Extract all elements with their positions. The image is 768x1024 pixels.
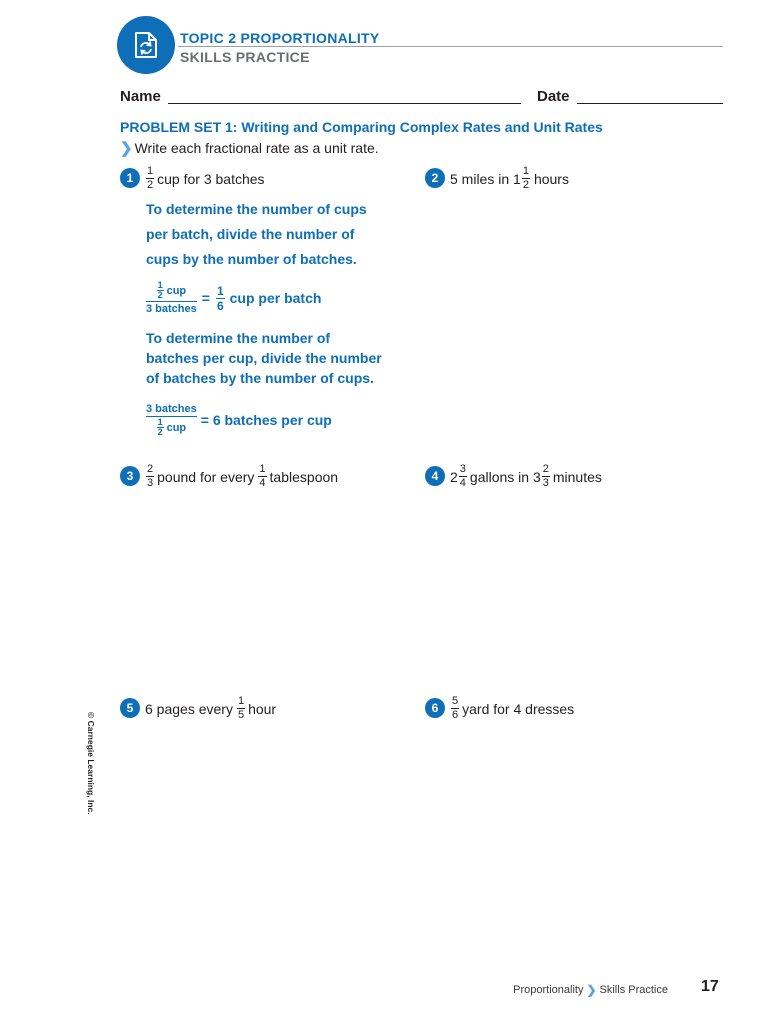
problem-number-badge: 4 — [425, 466, 445, 486]
chevron-right-icon: ❯ — [586, 983, 597, 997]
complex-fraction: 3 batches 1 2 cup — [146, 403, 197, 437]
fraction: $\frac{1}{6}$ — [216, 283, 224, 313]
fraction: 5 6 — [452, 695, 459, 721]
problem-number-badge: 1 — [120, 168, 140, 188]
problem-set-title: PROBLEM SET 1: Writing and Comparing Complex Rates and Unit Rates — [120, 119, 603, 135]
complex-fraction: 1 2 cup 3 batches — [146, 280, 197, 315]
problem-number-badge: 6 — [425, 698, 445, 718]
problem-1-prompt: 1 2 cup for 3 batches — [147, 165, 265, 191]
problem-2-prompt: 5 miles in 1 1 2 hours — [450, 165, 569, 191]
footer-section: Proportionality — [513, 984, 584, 996]
problem-3-prompt: 2 3 pound for every 1 4 tablespoon — [147, 463, 339, 489]
problem-number-badge: 5 — [120, 698, 140, 718]
instruction-text: Write each fractional rate as a unit rate. — [134, 140, 379, 156]
fraction: 2 3 — [147, 463, 154, 489]
problem-number-badge: 3 — [120, 466, 140, 486]
footer-subsection: Skills Practice — [599, 984, 668, 996]
answer-equation: 1 2 cup 3 batches = $\frac{1}{6}$ cup per batch — [146, 280, 322, 315]
problem-4-prompt: 2 3 4 gallons in 3 2 3 minutes — [450, 463, 602, 489]
fraction: 1 4 — [259, 463, 266, 489]
refresh-document-icon — [133, 31, 159, 59]
name-field[interactable] — [168, 103, 521, 104]
fraction: 3 4 — [459, 463, 466, 489]
name-label: Name — [120, 88, 161, 105]
fraction: 1 2 — [147, 165, 154, 191]
header-divider — [178, 46, 723, 47]
topic-title: TOPIC 2 PROPORTIONALITY — [180, 30, 380, 46]
page-number: 17 — [701, 978, 719, 995]
answer-equation: 3 batches 1 2 cup = 6 batches per cup — [146, 403, 332, 437]
answer-paragraph: To determine the number of batches per cup, divide the number of batches by the number of cups. — [146, 330, 382, 386]
copyright-notice: © Carnegie Learning, Inc. — [86, 712, 96, 815]
problem-set-instruction — [120, 139, 379, 157]
fraction: 1 5 — [237, 695, 245, 721]
problem-5-prompt: 6 pages every 1 5 hour — [145, 695, 277, 721]
fraction: 1 2 — [522, 165, 529, 191]
problem-number-badge: 2 — [425, 168, 445, 188]
problem-6-prompt: 5 6 yard for 4 dresses — [452, 695, 575, 721]
date-label: Date — [537, 88, 570, 105]
date-field[interactable] — [577, 103, 723, 104]
footer-breadcrumb — [513, 983, 668, 997]
fraction: 2 3 — [542, 463, 549, 489]
answer-paragraph: To determine the number of cups per batch, divide the number of cups by the number of batches. — [146, 201, 367, 267]
topic-subtitle: SKILLS PRACTICE — [180, 49, 310, 65]
chevron-right-icon: ❯ — [120, 140, 133, 157]
